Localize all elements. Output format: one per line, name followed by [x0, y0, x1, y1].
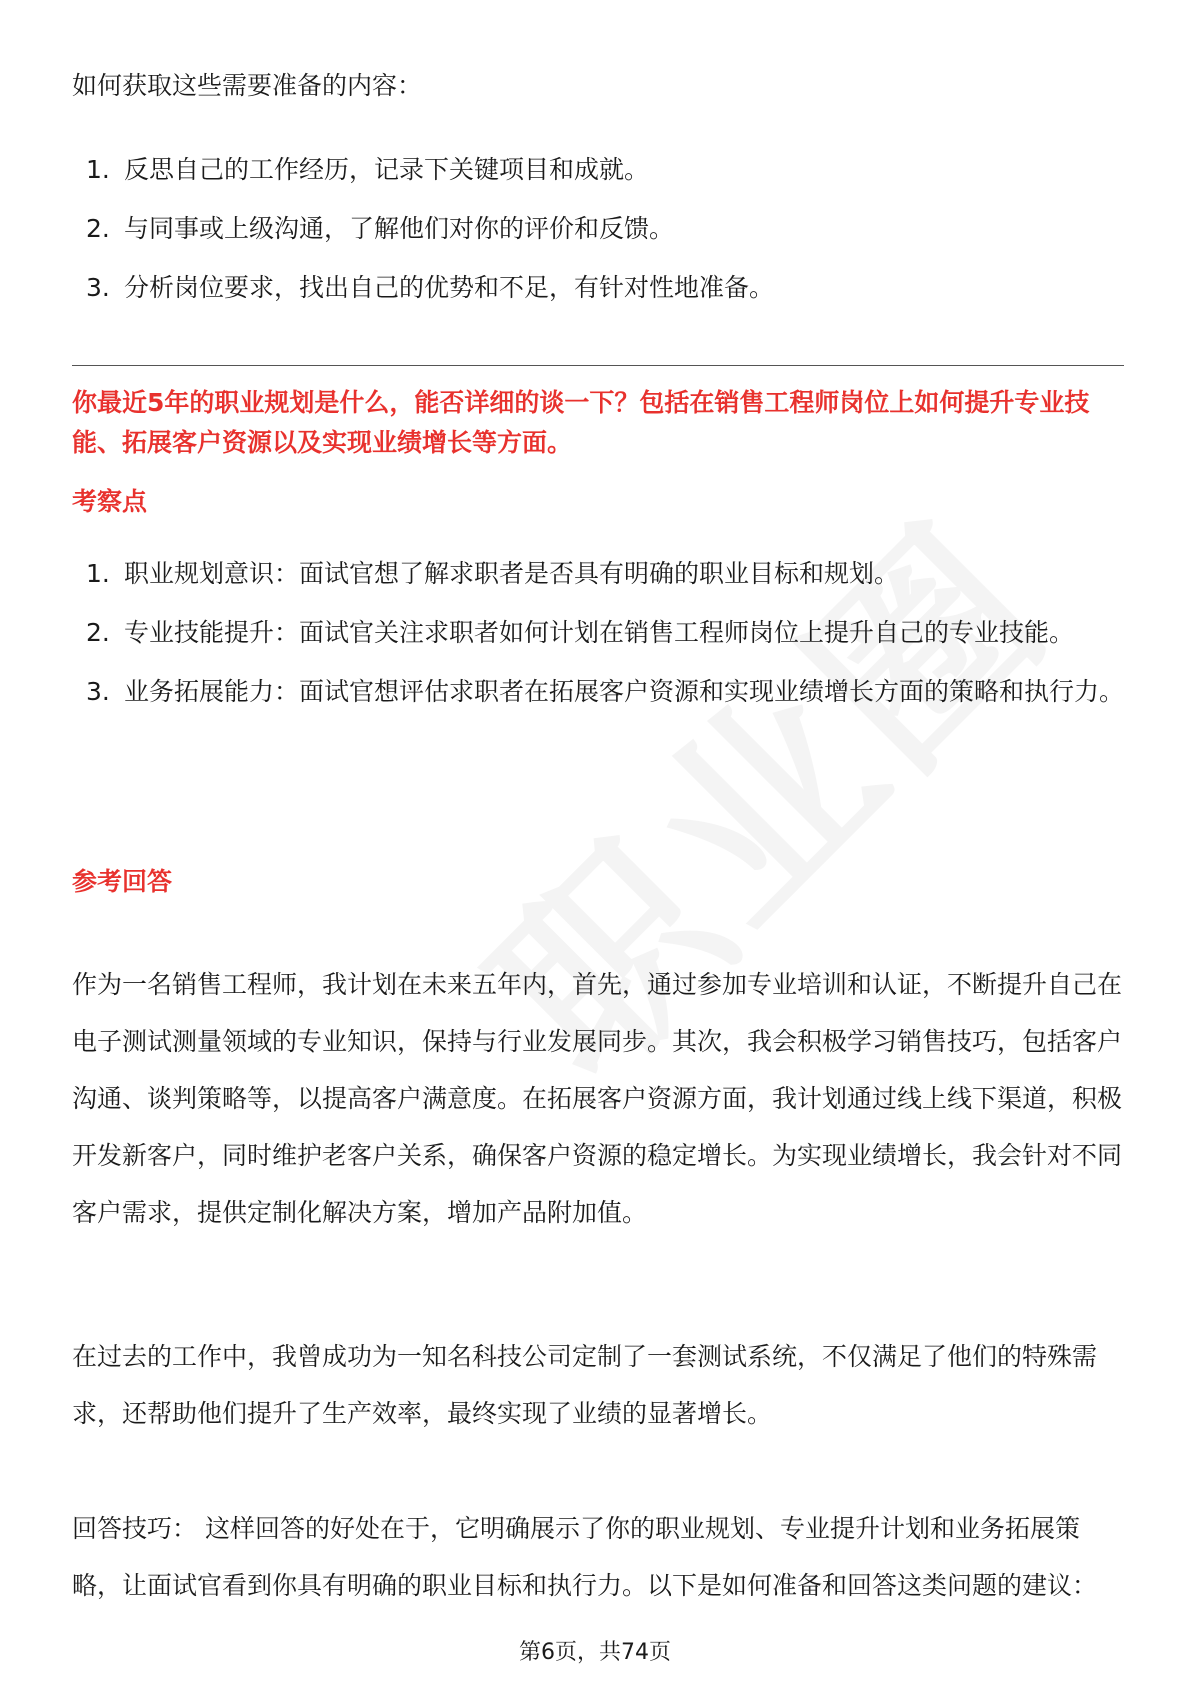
answer-paragraph-2: 在过去的工作中，我曾成功为一知名科技公司定制了一套测试系统，不仅满足了他们的特殊需求，还帮助他们提升了生产效率，最终实现了业绩的显著增长。 — [72, 1342, 1098, 1428]
list-text: 职业规划意识：面试官想了解求职者是否具有明确的职业目标和规划。 — [124, 559, 900, 588]
list-item — [72, 199, 1124, 258]
list-text: 反思自己的工作经历，记录下关键项目和成就。 — [124, 155, 650, 184]
answer-tip: 回答技巧： 这样回答的好处在于，它明确展示了你的职业规划、专业提升计划和业务拓展策略，让面试官看到你具有明确的职业目标和执行力。以下是如何准备和回答这类问题的建议： — [72, 1514, 1098, 1600]
page-footer: 第6页，共74页 — [519, 1640, 671, 1665]
list-number: 1. — [86, 155, 110, 184]
list-text: 与同事或上级沟通，了解他们对你的评价和反馈。 — [124, 214, 675, 243]
intro-text: 如何获取这些需要准备的内容： — [72, 71, 423, 100]
list-number: 3. — [86, 677, 110, 706]
prep-list — [72, 140, 1124, 317]
list-number: 2. — [86, 214, 110, 243]
list-number: 2. — [86, 618, 110, 647]
heading-points: 考察点 — [72, 487, 148, 516]
list-item — [72, 662, 1124, 721]
list-text: 分析岗位要求，找出自己的优势和不足，有针对性地准备。 — [124, 273, 775, 302]
list-number: 1. — [86, 559, 110, 588]
list-text: 专业技能提升：面试官关注求职者如何计划在销售工程师岗位上提升自己的专业技能。 — [124, 618, 1075, 647]
list-text: 业务拓展能力：面试官想评估求职者在拓展客户资源和实现业绩增长方面的策略和执行力。 — [124, 677, 1125, 706]
heading-answer: 参考回答 — [72, 867, 173, 896]
question-text: 你最近5年的职业规划是什么，能否详细的谈一下？包括在销售工程师岗位上如何提升专业技能、拓展客户资源以及实现业绩增长等方面。 — [72, 388, 1090, 457]
divider — [72, 365, 1124, 366]
list-number: 3. — [86, 273, 110, 302]
list-item — [72, 258, 1124, 317]
list-item — [72, 603, 1124, 662]
list-item — [72, 544, 1124, 603]
list-item — [72, 140, 1124, 199]
points-list — [72, 544, 1124, 721]
answer-paragraph-1: 作为一名销售工程师，我计划在未来五年内，首先，通过参加专业培训和认证，不断提升自己在电子测试测量领域的专业知识，保持与行业发展同步。其次，我会积极学习销售技巧，包括客户沟通、谈判策略等，以提高客户满意度。在拓展客户资源方面，我计划通过线上线下渠道，积极开发新客户，同时维护老客户关系，确保客户资源的稳定增长。为实现业绩增长，我会针对不同客户需求，提供定制化解决方案，增加产品附加值。 — [72, 970, 1123, 1227]
